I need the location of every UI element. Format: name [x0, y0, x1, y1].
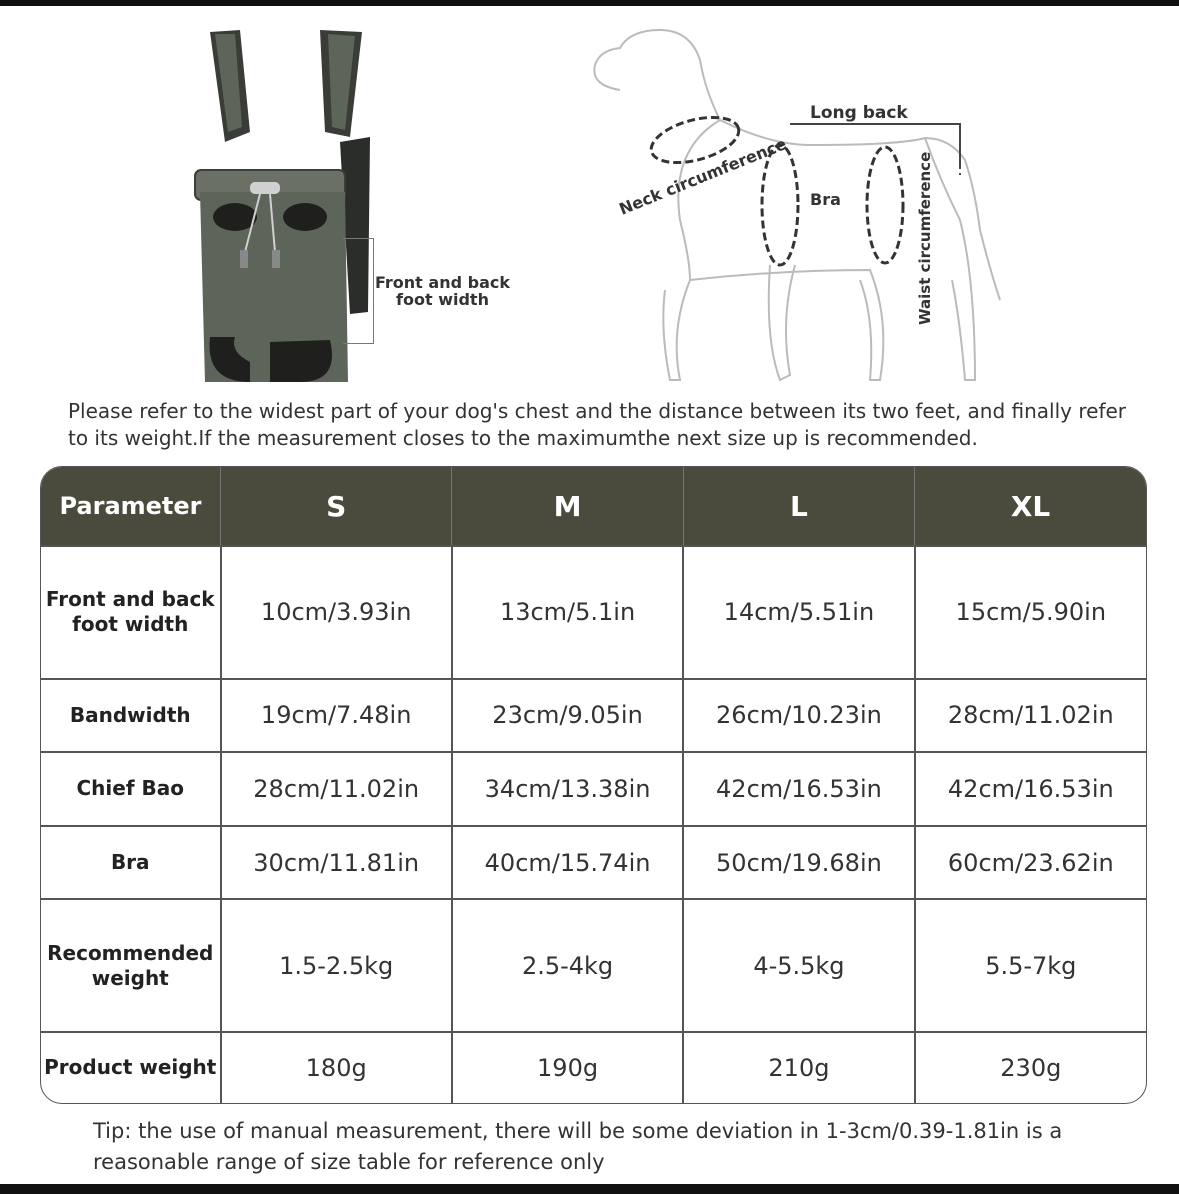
- row-label: Recommended weight: [41, 899, 221, 1032]
- table-cell: 60cm/23.62in: [915, 826, 1146, 900]
- tip-text: Tip: the use of manual measurement, there will be some deviation in 1-3cm/0.39-1.81in is a reasonable range of size table for reference only: [93, 1119, 1063, 1174]
- long-back-label: Long back: [810, 103, 908, 123]
- table-cell: 15cm/5.90in: [915, 546, 1146, 679]
- table-cell: 42cm/16.53in: [915, 752, 1146, 826]
- row-label: Front and back foot width: [41, 546, 221, 679]
- table-row: [41, 752, 1146, 826]
- table-cell: 13cm/5.1in: [452, 546, 683, 679]
- table-cell: 2.5-4kg: [452, 899, 683, 1032]
- table-cell: 23cm/9.05in: [452, 679, 683, 753]
- top-border: [0, 0, 1179, 6]
- table-cell: 28cm/11.02in: [915, 679, 1146, 753]
- bottom-border: [0, 1184, 1179, 1194]
- table-cell: 190g: [452, 1032, 683, 1103]
- table-cell: 42cm/16.53in: [683, 752, 914, 826]
- table-cell: 19cm/7.48in: [221, 679, 452, 753]
- table-cell: 30cm/11.81in: [221, 826, 452, 900]
- table-cell: 230g: [915, 1032, 1146, 1103]
- table-cell: 210g: [683, 1032, 914, 1103]
- row-label: Chief Bao: [41, 752, 221, 826]
- table-row: [41, 899, 1146, 1032]
- header-m: M: [452, 467, 683, 546]
- row-label: Bandwidth: [41, 679, 221, 753]
- table-cell: 180g: [221, 1032, 452, 1103]
- table-row: [41, 1032, 1146, 1103]
- header-l: L: [683, 467, 914, 546]
- product-label: Front and back foot width: [375, 273, 510, 309]
- header-s: S: [221, 467, 452, 546]
- header-row: [41, 467, 1146, 546]
- table-cell: 1.5-2.5kg: [221, 899, 452, 1032]
- header-xl: XL: [915, 467, 1146, 546]
- table-cell: 4-5.5kg: [683, 899, 914, 1032]
- neck-label: Neck circumference: [616, 134, 790, 219]
- row-label: Product weight: [41, 1032, 221, 1103]
- table-cell: 40cm/15.74in: [452, 826, 683, 900]
- table-cell: 14cm/5.51in: [683, 546, 914, 679]
- waist-label: Waist circumference: [916, 151, 934, 325]
- intro-text: Please refer to the widest part of your dog's chest and the distance between its two feet, and finally refer to its weight.If the measurement closes to the maximumthe next size up is recommended.: [68, 399, 1127, 450]
- bra-label: Bra: [810, 190, 841, 209]
- table-row: [41, 826, 1146, 900]
- table-row: [41, 546, 1146, 679]
- size-table: [40, 466, 1147, 1104]
- dog-measurement-diagram: [580, 20, 1020, 400]
- table-cell: 10cm/3.93in: [221, 546, 452, 679]
- header-parameter: Parameter: [41, 467, 221, 546]
- table-cell: 26cm/10.23in: [683, 679, 914, 753]
- table-cell: 5.5-7kg: [915, 899, 1146, 1032]
- table-row: [41, 679, 1146, 753]
- table-cell: 34cm/13.38in: [452, 752, 683, 826]
- row-label: Bra: [41, 826, 221, 900]
- table-cell: 28cm/11.02in: [221, 752, 452, 826]
- table-cell: 50cm/19.68in: [683, 826, 914, 900]
